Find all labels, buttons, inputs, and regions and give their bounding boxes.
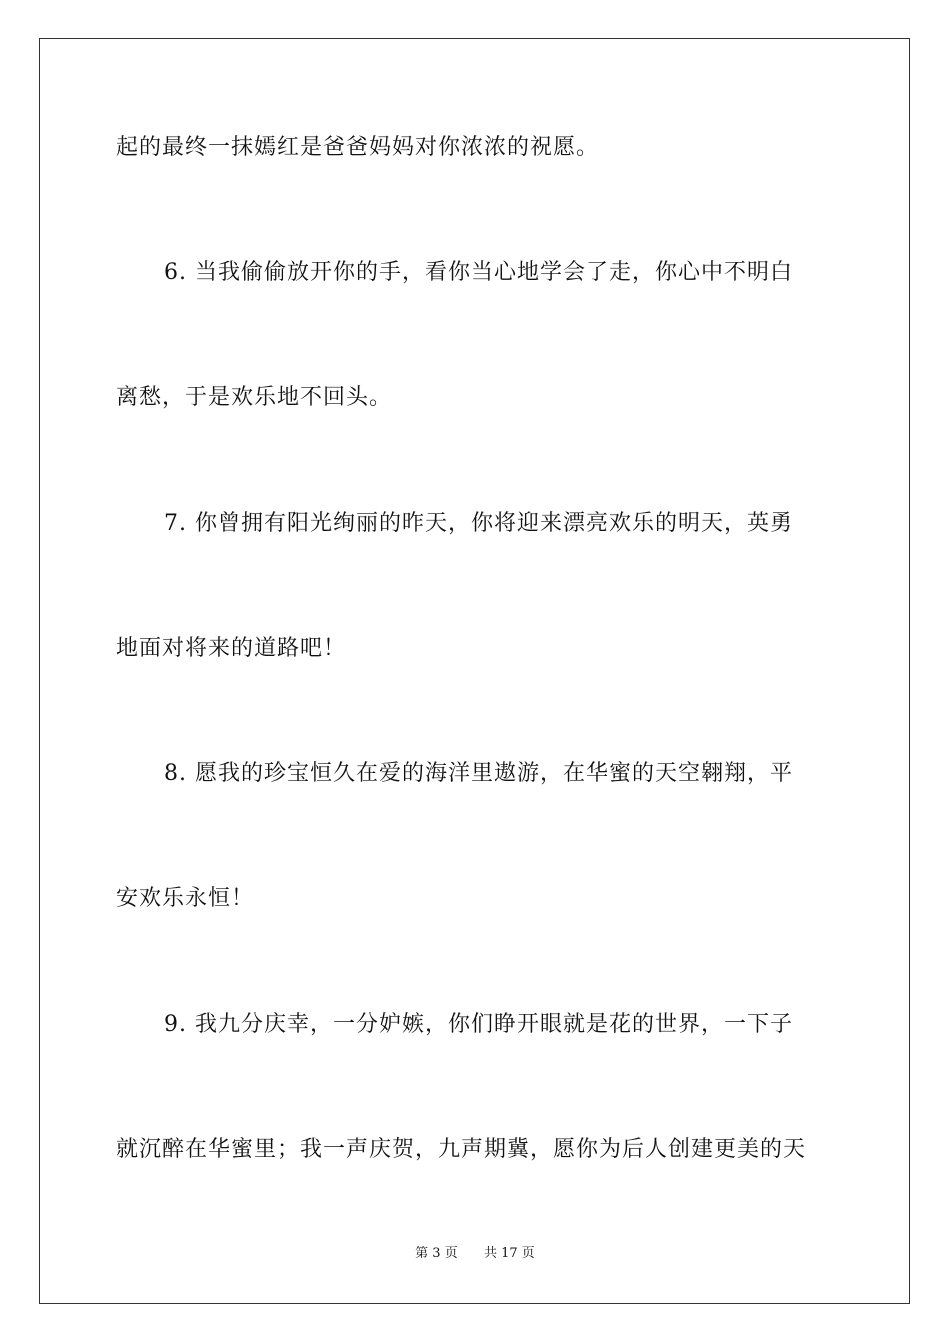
- text-line-9: 就沉醉在华蜜里；我一声庆贺，九声期冀，愿你为后人创建更美的天: [116, 1137, 807, 1162]
- text-line-7: 安欢乐永恒！: [116, 886, 255, 911]
- page-total: 共 17 页: [484, 1246, 535, 1261]
- text-line-5: 地面对将来的道路吧！: [116, 636, 347, 661]
- text-line-4: 7. 你曾拥有阳光绚丽的昨天，你将迎来漂亮欢乐的明天，英勇: [164, 511, 793, 536]
- text-line-8: 9. 我九分庆幸，一分妒嫉，你们睁开眼就是花的世界，一下子: [164, 1012, 793, 1037]
- text-line-1: 起的最终一抹嫣红是爸爸妈妈对你浓浓的祝愿。: [116, 135, 600, 160]
- text-line-2: 6. 当我偷偷放开你的手，看你当心地学会了走，你心中不明白: [164, 260, 793, 285]
- text-line-3: 离愁，于是欢乐地不回头。: [116, 385, 393, 410]
- text-line-6: 8. 愿我的珍宝恒久在爱的海洋里遨游，在华蜜的天空翱翔，平: [164, 761, 793, 786]
- page-number: 第 3 页: [415, 1246, 458, 1261]
- page-border: [39, 38, 910, 1304]
- page-footer: [0, 1245, 950, 1263]
